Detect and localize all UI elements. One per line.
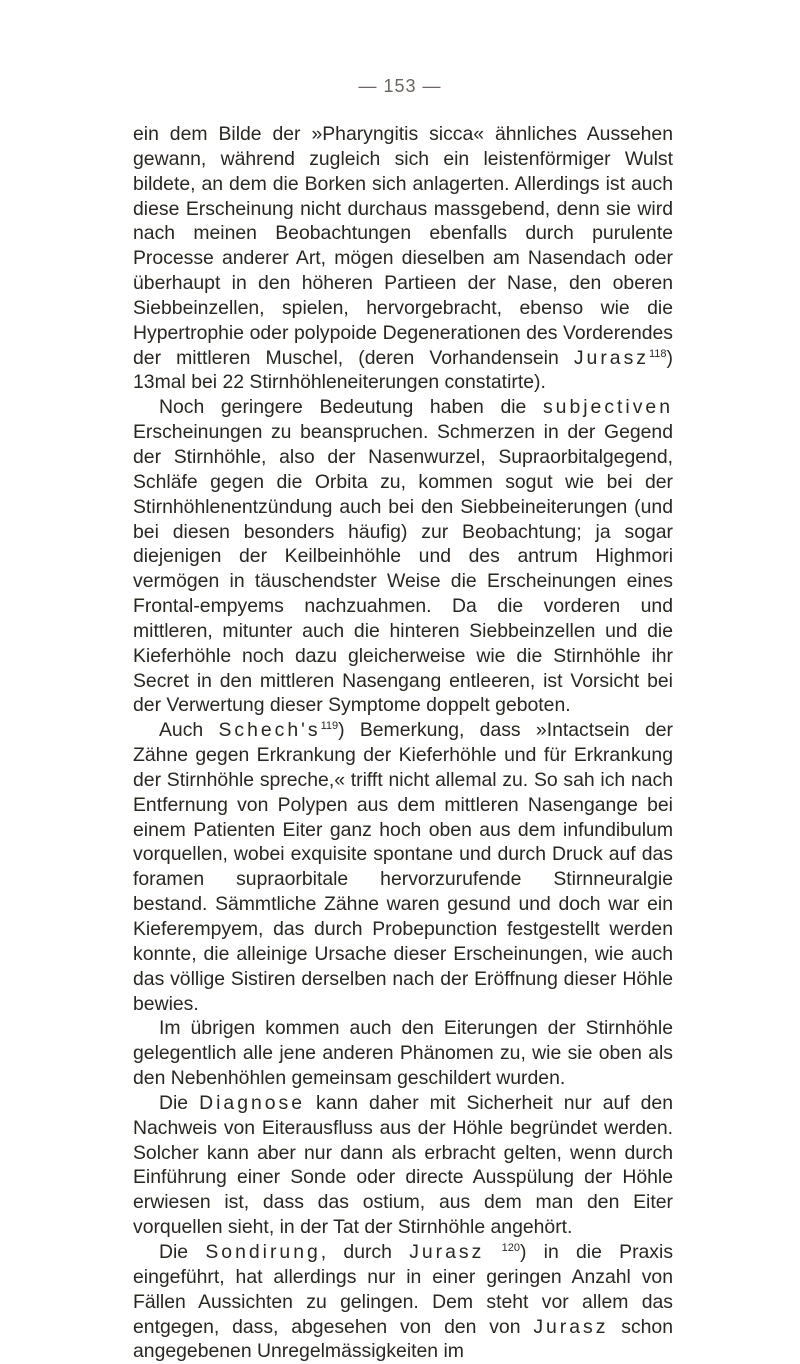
footnote-ref: 118 [648, 347, 667, 360]
spaced-emphasis: Jurasz [573, 346, 649, 369]
paragraph [133, 122, 673, 395]
text-run: Die [159, 1240, 206, 1263]
paragraph [133, 395, 673, 718]
text-run: ein dem Bilde der »Pharyngitis sicca« ähnliches Aussehen gewann, während zugleich sich ein leistenförmiger Wulst bildete, an dem die Borken sich anlagerten. Allerdings ist auch diese Erscheinung nicht durchaus massgebend, denn sie wird nach meinen Beobachtungen ebenfalls durch purulente Processe anderer Art, mögen dieselben am Nasendach oder überhaupt in den höheren Partieen der Nase, den oberen Siebbeinzellen, spielen, hervorgebracht, ebenso wie die Hypertrophie oder polypoide Degenerationen des Vorderendes der mittleren Muschel, (deren Vorhandensein [133, 123, 673, 369]
text-run: ) 13mal bei 22 Stirnhöhleneiterungen constatirte). [133, 346, 673, 394]
text-run: kann daher mit Sicherheit nur auf den Nachweis von Eiterausfluss aus der Höhle begründet werden. Solcher kann aber nur dann als erbracht gelten, wenn durch Einführung einer Sonde oder directe Ausspülung der Höhle erwiesen ist, dass das ostium, aus dem man den Eiter vorquellen sieht, in der Tat der Stirnhöhle angehört. [133, 1091, 674, 1239]
text-run: Die [159, 1091, 200, 1114]
text-run: , durch [320, 1240, 410, 1263]
footnote-ref: 120 [501, 1241, 520, 1254]
body-text [133, 122, 673, 1364]
spaced-emphasis: Diagnose [199, 1091, 306, 1114]
text-run: Erscheinungen zu beanspruchen. Schmerzen in der Gegend der Stirnhöhle, also der Nasenwurzel, Supraorbitalgegend, Schläfe gegen die Orbita zu, kommen sogut wie bei der Stirnhöhlenentzündung auch bei den Siebbeineiterungen (und bei diesen besonders häufig) zur Beobachtung; ja sogar diejenigen der Keilbeinhöhle und des antrum Highmori vermögen in täuschendster Weise die Erscheinungen eines Frontal-empyems nachzuahmen. Da die vorderen und mittleren, mitunter auch die hinteren Siebbeinzellen und die Kieferhöhle noch dazu gleicherweise wie die Stirnhöhle ihr Secret in den mittleren Nasengang entleeren, ist Vorsicht bei der Verwertung dieser Symptome doppelt geboten. [133, 421, 673, 717]
paragraph [133, 1240, 673, 1364]
spaced-emphasis: Jurasz [533, 1315, 609, 1338]
text-run: Im übrigen kommen auch den Eiterungen der Stirnhöhle gelegentlich alle jene anderen Phänomen zu, wie sie oben als den Nebenhöhlen gemeinsam geschildert wurden. [133, 1017, 673, 1090]
text-run: Auch [159, 719, 219, 742]
spaced-emphasis: subjectiven [542, 396, 673, 419]
spaced-emphasis: Sondirung [205, 1240, 321, 1263]
paragraph [133, 1091, 673, 1240]
page-number: — 153 — [358, 76, 442, 96]
text-run: ) in die Praxis eingeführt, hat allerdings nur in einer geringen Anzahl von Fällen Aussichten zu gelingen. Dem steht vor allem das entgegen, dass, abgesehen von den von [133, 1240, 674, 1338]
text-run: schon angegebenen Unregelmässigkeiten im [133, 1315, 673, 1363]
text-run [484, 1241, 501, 1263]
footnote-ref: 119 [320, 720, 339, 733]
paragraph [133, 1016, 673, 1091]
paragraph [133, 718, 673, 1016]
text-run: Noch geringere Bedeutung haben die [159, 396, 543, 419]
spaced-emphasis: Jurasz [409, 1240, 485, 1263]
spaced-emphasis: Schech's [218, 719, 321, 742]
text-run: ) Bemerkung, dass »Intactsein der Zähne gegen Erkrankung der Kieferhöhle und für Erkrankung der Stirnhöhle spreche,« trifft nicht allemal zu. So sah ich nach Entfernung von Polypen aus dem mittleren Nasengange bei einem Patienten Eiter ganz hoch oben aus dem infundibulum vorquellen, wobei exquisite spontane und durch Druck auf das foramen supraorbitale hervorzurufende Stirnneuralgie bestand. Sämmtliche Zähne waren gesund und doch war ein Kieferempyem, das durch Probepunction festgestellt werden konnte, die alleinige Ursache dieser Erscheinungen, wie auch das völlige Sistiren derselben nach der Eröffnung dieser Höhle bewies. [133, 719, 673, 1015]
